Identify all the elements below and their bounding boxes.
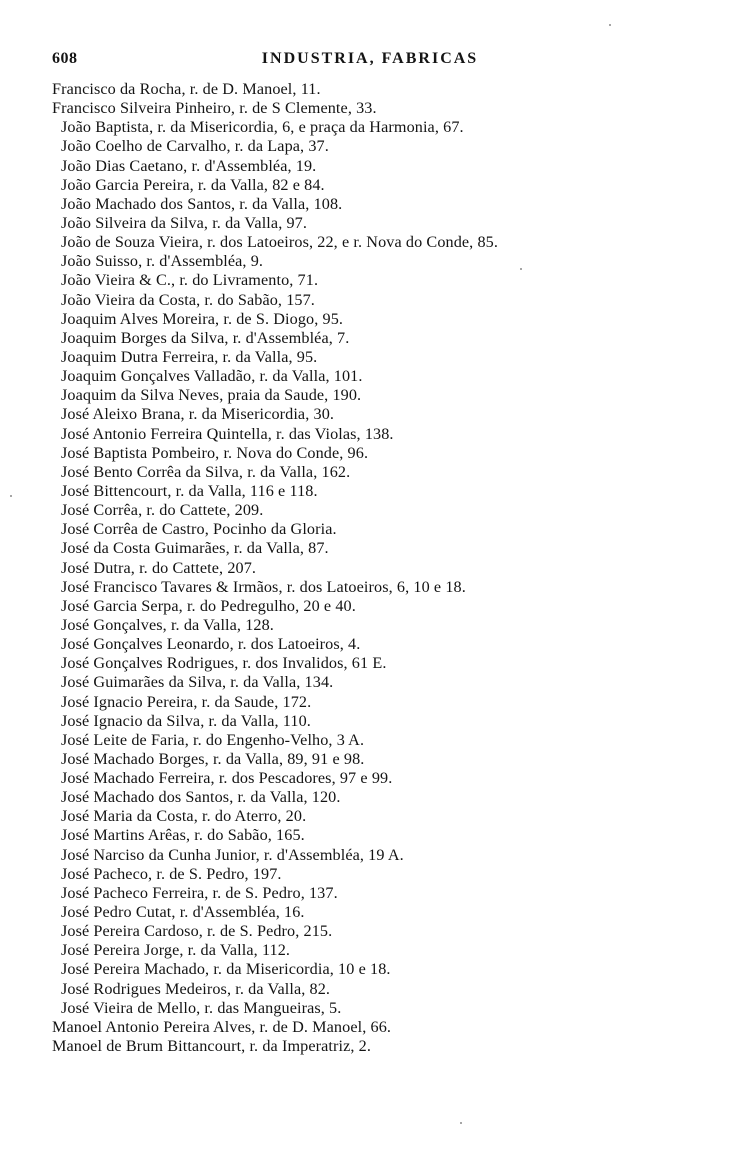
directory-entry: José Vieira de Mello, r. das Mangueiras, 5. bbox=[61, 998, 342, 1017]
directory-entry: João de Souza Vieira, r. dos Latoeiros, 22, e r. Nova do Conde, 85. bbox=[61, 233, 499, 252]
directory-entry: João Suisso, r. d'Assembléa, 9. bbox=[61, 252, 264, 271]
directory-entry: José Leite de Faria, r. do Engenho-Velho, 3 A. bbox=[61, 730, 365, 749]
directory-entry: José Pedro Cutat, r. d'Assembléa, 16. bbox=[61, 903, 305, 922]
directory-entry: José Ignacio da Silva, r. da Valla, 110. bbox=[61, 711, 311, 730]
directory-entry: José Corrêa de Castro, Pocinho da Gloria. bbox=[61, 520, 337, 539]
directory-entry: José Francisco Tavares & Irmãos, r. dos Latoeiros, 6, 10 e 18. bbox=[61, 577, 466, 596]
directory-entry: Joaquim Borges da Silva, r. d'Assembléa, 7. bbox=[61, 328, 350, 347]
directory-entry: Manoel de Brum Bittancourt, r. da Imperatriz, 2. bbox=[52, 1037, 372, 1056]
directory-entry: João Dias Caetano, r. d'Assembléa, 19. bbox=[61, 156, 317, 175]
directory-entry: José Baptista Pombeiro, r. Nova do Conde, 96. bbox=[61, 443, 369, 462]
directory-entry: José Antonio Ferreira Quintella, r. das Violas, 138. bbox=[61, 424, 394, 443]
directory-entry: Manoel Antonio Pereira Alves, r. de D. Manoel, 66. bbox=[52, 1017, 392, 1036]
directory-entry: Joaquim Dutra Ferreira, r. da Valla, 95. bbox=[61, 347, 318, 366]
directory-entry: José Maria da Costa, r. do Aterro, 20. bbox=[61, 807, 307, 826]
directory-entry: José Rodrigues Medeiros, r. da Valla, 82. bbox=[61, 979, 331, 998]
directory-entry: José Machado Ferreira, r. dos Pescadores, 97 e 99. bbox=[61, 769, 393, 788]
directory-entry: José Narciso da Cunha Junior, r. d'Assembléa, 19 A. bbox=[61, 845, 404, 864]
directory-entry: José Bento Corrêa da Silva, r. da Valla, 162. bbox=[61, 462, 351, 481]
directory-entry: João Baptista, r. da Misericordia, 6, e praça da Harmonia, 67. bbox=[61, 118, 464, 137]
running-title: INDUSTRIA, FABRICAS bbox=[261, 50, 479, 67]
directory-entry: Joaquim da Silva Neves, praia da Saude, 190. bbox=[61, 386, 362, 405]
directory-entry: José Guimarães da Silva, r. da Valla, 134. bbox=[61, 673, 334, 692]
directory-entry: José Corrêa, r. do Cattete, 209. bbox=[61, 501, 264, 520]
directory-entry: José Gonçalves Rodrigues, r. dos Invalidos, 61 E. bbox=[61, 654, 387, 673]
directory-entry: João Vieira da Costa, r. do Sabão, 157. bbox=[61, 290, 315, 309]
directory-entry: José Pereira Cardoso, r. de S. Pedro, 215. bbox=[61, 922, 333, 941]
directory-entry: José Martins Arêas, r. do Sabão, 165. bbox=[61, 826, 305, 845]
directory-entry: José Machado Borges, r. da Valla, 89, 91 e 98. bbox=[61, 749, 365, 768]
directory-entry: João Coelho de Carvalho, r. da Lapa, 37. bbox=[61, 137, 329, 156]
directory-entry: José da Costa Guimarães, r. da Valla, 87. bbox=[61, 539, 329, 558]
directory-entry: José Gonçalves Leonardo, r. dos Latoeiros, 4. bbox=[61, 635, 361, 654]
directory-entry: Joaquim Gonçalves Valladão, r. da Valla, 101. bbox=[61, 367, 363, 386]
directory-entry: João Silveira da Silva, r. da Valla, 97. bbox=[61, 213, 308, 232]
directory-entry: Francisco da Rocha, r. de D. Manoel, 11. bbox=[52, 80, 321, 98]
print-speck bbox=[520, 268, 522, 270]
directory-entry: Francisco Silveira Pinheiro, r. de S Clemente, 33. bbox=[52, 99, 377, 118]
print-speck bbox=[10, 495, 12, 497]
page-header bbox=[50, 50, 690, 70]
directory-entries bbox=[52, 80, 692, 1056]
directory-entry: José Gonçalves, r. da Valla, 128. bbox=[61, 615, 274, 634]
directory-entry: João Vieira & C., r. do Livramento, 71. bbox=[61, 271, 319, 290]
directory-entry: José Garcia Serpa, r. do Pedregulho, 20 e 40. bbox=[61, 596, 356, 615]
directory-entry: José Pacheco, r. de S. Pedro, 197. bbox=[61, 864, 282, 883]
directory-entry: João Garcia Pereira, r. da Valla, 82 e 84. bbox=[61, 175, 325, 194]
directory-entry: José Pereira Jorge, r. da Valla, 112. bbox=[61, 941, 291, 960]
directory-entry: José Machado dos Santos, r. da Valla, 120. bbox=[61, 788, 341, 807]
directory-entry: José Pereira Machado, r. da Misericordia, 10 e 18. bbox=[61, 960, 391, 979]
directory-entry: José Pacheco Ferreira, r. de S. Pedro, 137. bbox=[61, 883, 338, 902]
page-number: 608 bbox=[52, 50, 78, 67]
directory-entry: Joaquim Alves Moreira, r. de S. Diogo, 95. bbox=[61, 309, 344, 328]
print-speck bbox=[609, 24, 611, 26]
print-speck bbox=[460, 1122, 462, 1124]
directory-entry: José Ignacio Pereira, r. da Saude, 172. bbox=[61, 692, 312, 711]
directory-entry: João Machado dos Santos, r. da Valla, 108. bbox=[61, 194, 343, 213]
directory-entry: José Bittencourt, r. da Valla, 116 e 118. bbox=[61, 481, 318, 500]
directory-entry: José Dutra, r. do Cattete, 207. bbox=[61, 558, 257, 577]
directory-entry: José Aleixo Brana, r. da Misericordia, 30. bbox=[61, 405, 335, 424]
